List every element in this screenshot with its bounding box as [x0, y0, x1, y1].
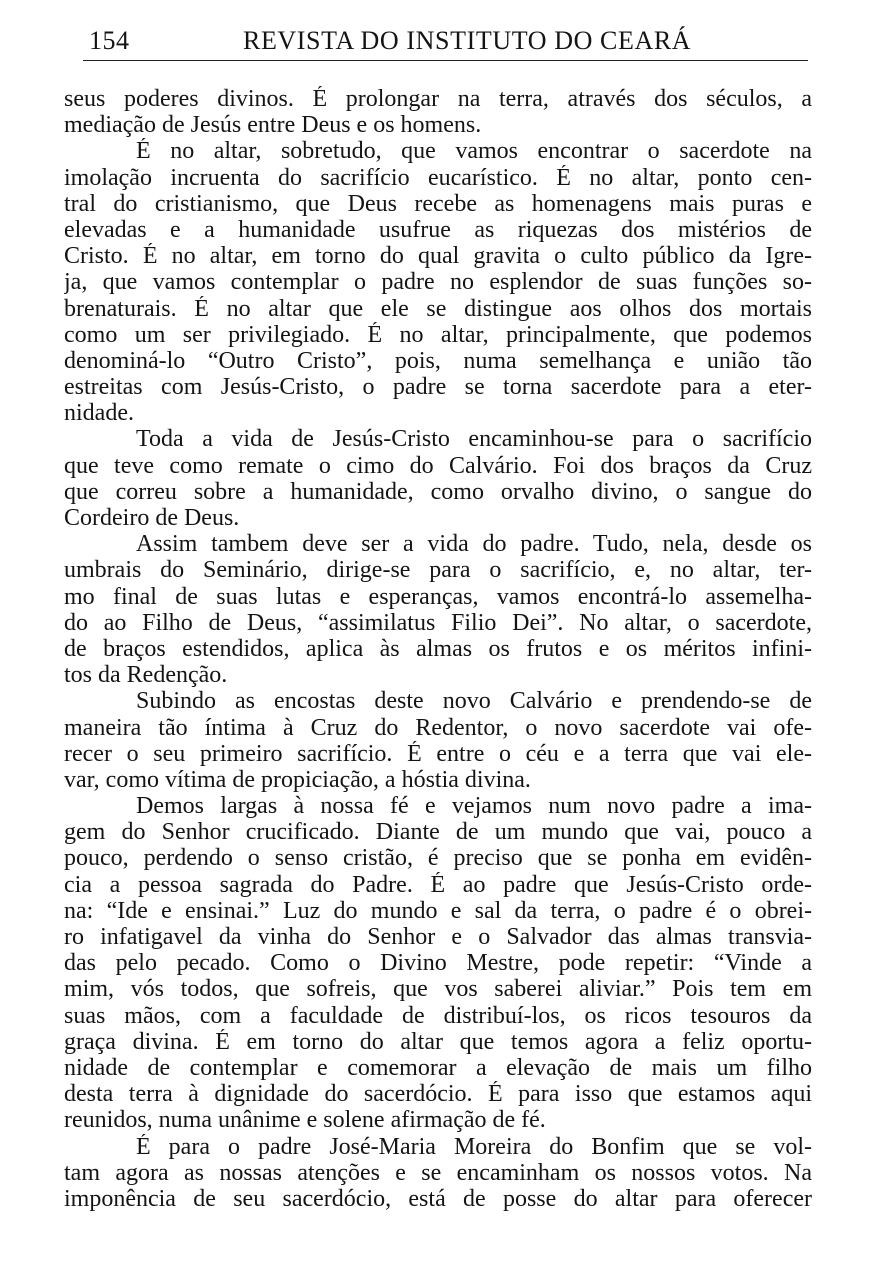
text-line: maneira tão íntima à Cruz do Redentor, o novo sacerdote vai ofe- [64, 714, 812, 741]
text-line: tral do cristianismo, que Deus recebe as homenagens mais puras e [64, 190, 812, 217]
journal-title: REVISTA DO INSTITUTO DO CEARÁ [243, 26, 692, 55]
text-line: que correu sobre a humanidade, como orvalho divino, o sangue do [64, 478, 812, 505]
text-line: seus poderes divinos. É prolongar na terra, através dos séculos, a [64, 86, 812, 112]
text-line: estreitas com Jesús-Cristo, o padre se torna sacerdote para a eter- [64, 374, 812, 401]
text-line: mo final de suas lutas e esperanças, vamos encontrá-lo assemelha- [64, 583, 812, 610]
text-line: nidade. [64, 400, 134, 427]
text-line: das pelo pecado. Como o Divino Mestre, pode repetir: “Vinde a [64, 950, 812, 977]
text-line: elevadas e a humanidade usufrue as riquezas dos mistérios de [64, 216, 812, 243]
body-text [64, 86, 812, 1212]
text-line: brenaturais. É no altar que ele se distingue aos olhos dos mortais [64, 295, 812, 322]
text-line: como um ser privilegiado. É no altar, principalmente, que podemos [64, 321, 812, 348]
text-line: nidade de contemplar e comemorar a elevação de mais um filho [64, 1054, 812, 1081]
text-line: denominá-lo “Outro Cristo”, pois, numa semelhança e união tão [64, 347, 812, 374]
text-line: pouco, perdendo o senso cristão, é preciso que se ponha em evidên- [64, 845, 812, 872]
text-line: tos da Redenção. [64, 662, 228, 689]
text-line: graça divina. É em torno do altar que temos agora a feliz oportu- [64, 1028, 812, 1055]
text-line: Subindo as encostas deste novo Calvário e prendendo-se de [136, 688, 812, 715]
text-line: recer o seu primeiro sacrifício. É entre o céu e a terra que vai ele- [64, 740, 812, 767]
text-line: que teve como remate o cimo do Calvário. Foi dos braços da Cruz [64, 452, 812, 479]
text-line: tam agora as nossas atenções e se encaminham os nossos votos. Na [64, 1159, 812, 1186]
text-line: Demos largas à nossa fé e vejamos num novo padre a ima- [136, 793, 812, 820]
text-line: na: “Ide e ensinai.” Luz do mundo e sal da terra, o padre é o obrei- [64, 897, 812, 924]
text-line: É para o padre José-Maria Moreira do Bonfim que se vol- [136, 1133, 812, 1160]
running-head [83, 20, 808, 61]
text-line: imolação incruenta do sacrifício eucarístico. É no altar, ponto cen- [64, 164, 812, 191]
text-line: do ao Filho de Deus, “assimilatus Filio Dei”. No altar, o sacerdote, [64, 609, 812, 636]
text-line: É no altar, sobretudo, que vamos encontrar o sacerdote na [136, 138, 812, 165]
text-line: ro infatigavel da vinha do Senhor e o Salvador das almas transvia- [64, 924, 812, 950]
text-line: desta terra à dignidade do sacerdócio. É para isso que estamos aqui [64, 1081, 812, 1108]
text-line: gem do Senhor crucificado. Diante de um mundo que vai, pouco a [64, 819, 812, 846]
text-line: var, como vítima de propiciação, a hóstia divina. [64, 766, 531, 793]
text-line: de braços estendidos, aplica às almas os frutos e os méritos infini- [64, 635, 812, 662]
text-line: cia a pessoa sagrada do Padre. É ao padre que Jesús-Cristo orde- [64, 871, 812, 898]
text-line: mim, vós todos, que sofreis, que vos saberei aliviar.” Pois tem em [64, 976, 812, 1003]
text-line: ja, que vamos contemplar o padre no esplendor de suas funções so- [64, 269, 812, 296]
text-line: reunidos, numa unânime e solene afirmação de fé. [64, 1107, 546, 1134]
text-line: Assim tambem deve ser a vida do padre. Tudo, nela, desde os [136, 531, 812, 558]
text-line: suas mãos, com a faculdade de distribuí-los, os ricos tesouros da [64, 1002, 812, 1029]
page-number: 154 [89, 26, 130, 55]
text-line: Cordeiro de Deus. [64, 505, 240, 531]
text-line: Cristo. É no altar, em torno do qual gravita o culto público da Igre- [64, 243, 812, 270]
text-line: mediação de Jesús entre Deus e os homens. [64, 112, 482, 139]
text-line: umbrais do Seminário, dirige-se para o sacrifício, e, no altar, ter- [64, 557, 812, 584]
text-line: imponência de seu sacerdócio, está de posse do altar para oferecer [64, 1185, 812, 1212]
text-line: Toda a vida de Jesús-Cristo encaminhou-se para o sacrifício [136, 426, 812, 453]
